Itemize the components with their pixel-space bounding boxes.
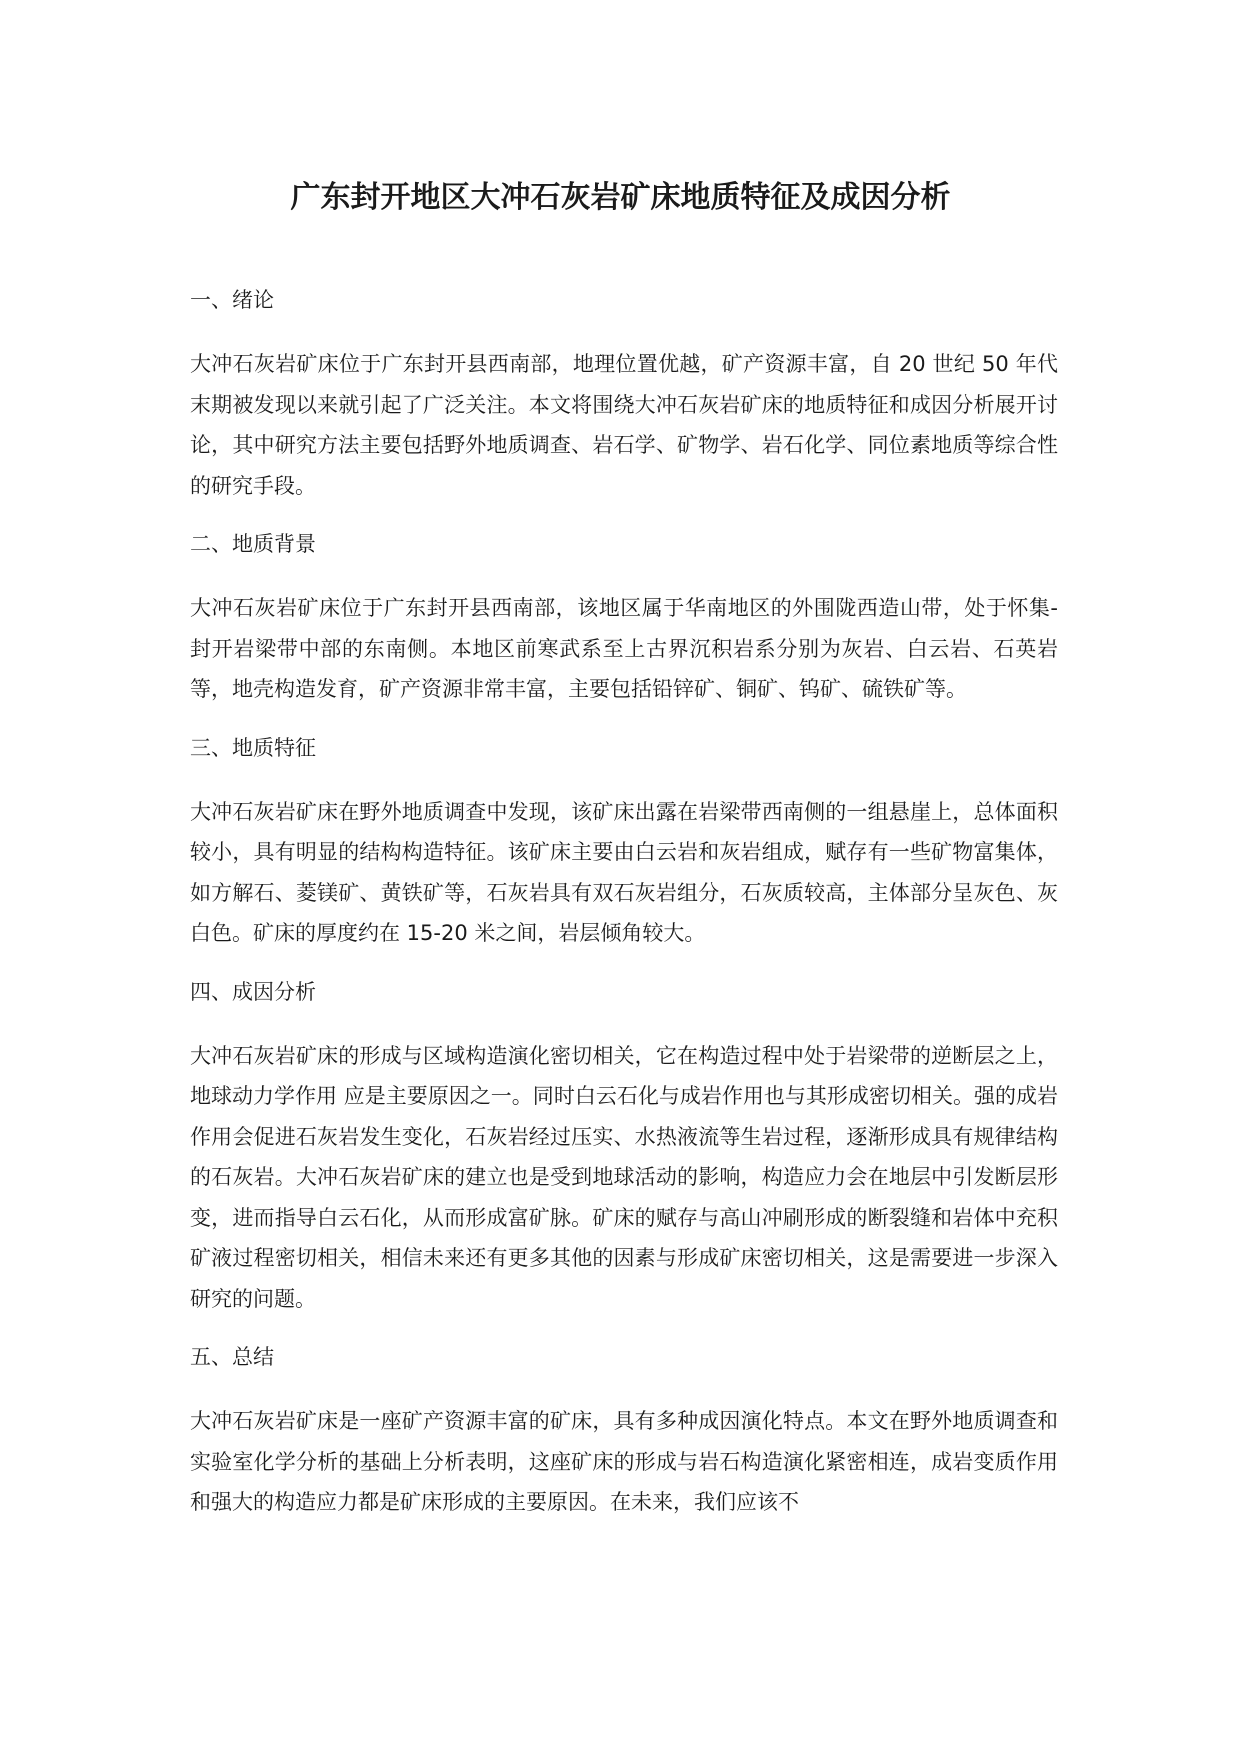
- section-paragraph: 大冲石灰岩矿床位于广东封开县西南部，该地区属于华南地区的外围陇西造山带，处于怀集-封开岩梁带中部的东南侧。本地区前寒武系至上古界沉积岩系分别为灰岩、白云岩、石英岩等，地壳构造发育，矿产资源非常丰富，主要包括铅锌矿、铜矿、钨矿、硫铁矿等。: [190, 596, 1058, 701]
- section-heading: 二、地质背景: [190, 532, 316, 556]
- section-heading: 五、总结: [190, 1345, 274, 1369]
- section-introduction: [190, 283, 1070, 506]
- section-paragraph: 大冲石灰岩矿床在野外地质调查中发现，该矿床出露在岩梁带西南侧的一组悬崖上，总体面积较小，具有明显的结构构造特征。该矿床主要由白云岩和灰岩组成，赋存有一些矿物富集体，如方解石、菱镁矿、黄铁矿等，石灰岩具有双石灰岩组分，石灰质较高，主体部分呈灰色、灰白色。矿床的厚度约在 15-20 米之间，岩层倾角较大。: [190, 799, 1058, 945]
- section-heading: 三、地质特征: [190, 735, 316, 760]
- document-body: [190, 283, 1070, 1544]
- section-paragraph: 大冲石灰岩矿床是一座矿产资源丰富的矿床，具有多种成因演化特点。本文在野外地质调查和实验室化学分析的基础上分析表明，这座矿床的形成与岩石构造演化紧密相连，成岩变质作用和强大的构造应力都是矿床形成的主要原因。在未来，我们应该不: [190, 1409, 1058, 1514]
- section-genesis-analysis: [190, 975, 1070, 1320]
- section-heading: 一、绪论: [190, 288, 274, 312]
- section-summary: [190, 1340, 1070, 1523]
- section-geologic-background: [190, 527, 1070, 710]
- document-title: 广东封开地区大冲石灰岩矿床地质特征及成因分析: [290, 180, 951, 215]
- section-geologic-features: [190, 731, 1070, 954]
- section-paragraph: 大冲石灰岩矿床位于广东封开县西南部，地理位置优越，矿产资源丰富，自 20 世纪 50 年代末期被发现以来就引起了广泛关注。本文将围绕大冲石灰岩矿床的地质特征和成因分析展开讨论，其中研究方法主要包括野外地质调查、岩石学、矿物学、岩石化学、同位素地质等综合性的研究手段。: [190, 352, 1058, 498]
- section-heading: 四、成因分析: [190, 979, 316, 1004]
- section-paragraph: 大冲石灰岩矿床的形成与区域构造演化密切相关，它在构造过程中处于岩梁带的逆断层之上，地球动力学作用 应是主要原因之一。同时白云石化与成岩作用也与其形成密切相关。强的成岩作用会促进石灰岩发生变化，石灰岩经过压实、水热液流等生岩过程，逐渐形成具有规律结构的石灰岩。大冲石灰岩矿床的建立也是受到地球活动的影响，构造应力会在地层中引发断层形变，进而指导白云石化，从而形成富矿脉。矿床的赋存与高山冲刷形成的断裂缝和岩体中充积矿液过程密切相关，相信未来还有更多其他的因素与形成矿床密切相关，这是需要进一步深入研究的问题。: [190, 1043, 1058, 1311]
